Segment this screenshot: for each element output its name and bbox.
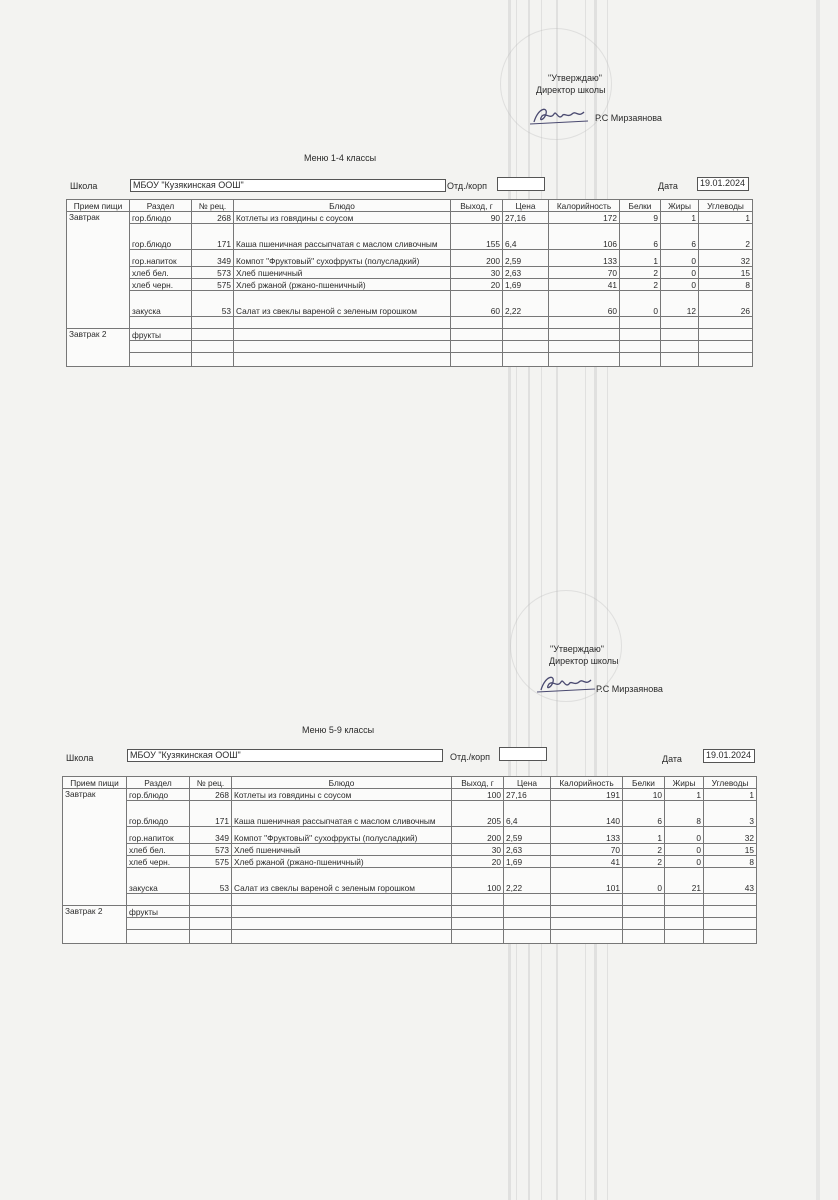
cell-rec: 53: [192, 291, 234, 317]
empty-cell: [704, 930, 757, 944]
meal-cell: [67, 267, 130, 279]
empty-cell: [190, 930, 232, 944]
empty-cell: [234, 341, 451, 353]
cell-carb: 1: [704, 789, 757, 801]
cell-out: 20: [451, 279, 503, 291]
empty-cell: [232, 894, 452, 906]
date-field-1: 19.01.2024: [697, 177, 749, 191]
cell-fat: 21: [665, 868, 704, 894]
column-header: Калорийность: [551, 777, 623, 789]
school-label-2: Школа: [66, 753, 94, 763]
empty-cell: [504, 894, 551, 906]
empty-cell: [451, 353, 503, 367]
cell-prot: 10: [623, 789, 665, 801]
cell-carb: 2: [699, 224, 753, 250]
empty-cell: [665, 930, 704, 944]
column-header: № рец.: [192, 200, 234, 212]
cell-out: 100: [452, 868, 504, 894]
cell-carb: 15: [699, 267, 753, 279]
cell-prot: 0: [620, 291, 661, 317]
cell-prot: 1: [620, 250, 661, 267]
meal-cell: [63, 827, 127, 844]
cell-carb: 8: [704, 856, 757, 868]
column-header: Прием пищи: [63, 777, 127, 789]
empty-cell: [452, 918, 504, 930]
empty-cell: [192, 329, 234, 341]
empty-cell: [699, 353, 753, 367]
empty-cell: [623, 894, 665, 906]
empty-cell: [504, 906, 551, 918]
scan-streak: [607, 0, 608, 1200]
cell-price: 2,22: [503, 291, 549, 317]
empty-cell: [551, 918, 623, 930]
cell-rec: 573: [190, 844, 232, 856]
cell-out: 20: [452, 856, 504, 868]
empty-cell: [190, 894, 232, 906]
empty-cell: [451, 329, 503, 341]
empty-cell: [192, 317, 234, 329]
cell-out: 200: [451, 250, 503, 267]
empty-cell: [130, 317, 192, 329]
empty-cell: [620, 317, 661, 329]
cell-price: 1,69: [504, 856, 551, 868]
empty-cell: [504, 930, 551, 944]
table-row: [67, 341, 753, 353]
cell-carb: 32: [704, 827, 757, 844]
table-row: [67, 353, 753, 367]
dept-field-1: [497, 177, 545, 191]
empty-cell: [127, 894, 190, 906]
empty-cell: [623, 930, 665, 944]
empty-cell: [451, 317, 503, 329]
cell-cal: 191: [551, 789, 623, 801]
approval-line2: Директор школы: [549, 656, 619, 666]
empty-cell: [234, 317, 451, 329]
cell-section: гор.блюдо: [127, 789, 190, 801]
meal-cell: Завтрак 2: [67, 329, 130, 341]
cell-cal: 70: [551, 844, 623, 856]
empty-cell: [620, 329, 661, 341]
column-header: Блюдо: [234, 200, 451, 212]
meal-cell: [63, 918, 127, 930]
column-header: Выход, г: [452, 777, 504, 789]
table-row: [67, 279, 753, 291]
approval-line1: "Утверждаю": [550, 644, 604, 654]
cell-section: хлеб бел.: [127, 844, 190, 856]
cell-dish: Хлеб пшеничный: [234, 267, 451, 279]
cell-section: хлеб черн.: [127, 856, 190, 868]
empty-cell: [623, 906, 665, 918]
cell-carb: 26: [699, 291, 753, 317]
empty-cell: [232, 930, 452, 944]
meal-cell: [63, 930, 127, 944]
cell-cal: 70: [549, 267, 620, 279]
table-header-row: [63, 777, 757, 789]
cell-carb: 1: [699, 212, 753, 224]
cell-section: фрукты: [130, 329, 192, 341]
cell-price: 27,16: [503, 212, 549, 224]
empty-cell: [549, 341, 620, 353]
cell-dish: Салат из свеклы вареной с зеленым горошком: [234, 291, 451, 317]
table-row: [63, 918, 757, 930]
cell-fat: 0: [661, 250, 699, 267]
empty-cell: [665, 894, 704, 906]
cell-dish: Каша пшеничная рассыпчатая с маслом сливочным: [232, 801, 452, 827]
column-header: Прием пищи: [67, 200, 130, 212]
cell-cal: 41: [549, 279, 620, 291]
table-row: [67, 329, 753, 341]
cell-cal: 41: [551, 856, 623, 868]
meal-cell: [67, 224, 130, 250]
scan-streak: [816, 0, 820, 1200]
meal-cell: Завтрак: [67, 212, 130, 224]
cell-out: 30: [451, 267, 503, 279]
empty-cell: [551, 930, 623, 944]
table-row: [63, 868, 757, 894]
empty-cell: [620, 353, 661, 367]
cell-fat: 12: [661, 291, 699, 317]
cell-cal: 172: [549, 212, 620, 224]
cell-rec: 268: [190, 789, 232, 801]
empty-cell: [699, 341, 753, 353]
cell-rec: 575: [190, 856, 232, 868]
empty-cell: [192, 353, 234, 367]
cell-carb: 15: [704, 844, 757, 856]
column-header: Жиры: [661, 200, 699, 212]
cell-price: 2,22: [504, 868, 551, 894]
cell-out: 205: [452, 801, 504, 827]
cell-section: гор.напиток: [130, 250, 192, 267]
cell-out: 30: [452, 844, 504, 856]
menu-table-2: [62, 776, 757, 944]
dept-field-2: [499, 747, 547, 761]
cell-prot: 9: [620, 212, 661, 224]
column-header: № рец.: [190, 777, 232, 789]
meal-cell: [63, 894, 127, 906]
empty-cell: [665, 906, 704, 918]
empty-cell: [699, 329, 753, 341]
meal-cell: [67, 317, 130, 329]
empty-cell: [661, 317, 699, 329]
approval-line1: "Утверждаю": [548, 73, 602, 83]
cell-rec: 349: [192, 250, 234, 267]
cell-section: [130, 341, 192, 353]
meal-cell: [67, 341, 130, 353]
cell-rec: 171: [192, 224, 234, 250]
cell-fat: 8: [665, 801, 704, 827]
cell-price: 2,59: [504, 827, 551, 844]
column-header: Жиры: [665, 777, 704, 789]
column-header: Блюдо: [232, 777, 452, 789]
table-row: [67, 317, 753, 329]
cell-section: закуска: [127, 868, 190, 894]
empty-cell: [234, 329, 451, 341]
cell-price: 6,4: [503, 224, 549, 250]
cell-out: 100: [452, 789, 504, 801]
meal-cell: [67, 279, 130, 291]
cell-cal: 101: [551, 868, 623, 894]
cell-section: хлеб черн.: [130, 279, 192, 291]
signature-image: [535, 672, 605, 696]
cell-cal: 140: [551, 801, 623, 827]
cell-prot: 0: [623, 868, 665, 894]
empty-cell: [551, 906, 623, 918]
empty-cell: [620, 341, 661, 353]
meal-cell: Завтрак 2: [63, 906, 127, 918]
empty-cell: [661, 329, 699, 341]
table-row: [63, 856, 757, 868]
cell-price: 1,69: [503, 279, 549, 291]
cell-rec: 573: [192, 267, 234, 279]
cell-price: 27,16: [504, 789, 551, 801]
column-header: Белки: [620, 200, 661, 212]
empty-cell: [623, 918, 665, 930]
cell-cal: 106: [549, 224, 620, 250]
empty-cell: [665, 918, 704, 930]
column-header: Калорийность: [549, 200, 620, 212]
table-row: [63, 844, 757, 856]
column-header: Раздел: [130, 200, 192, 212]
cell-price: 2,59: [503, 250, 549, 267]
cell-carb: 3: [704, 801, 757, 827]
school-label-1: Школа: [70, 181, 98, 191]
cell-carb: 32: [699, 250, 753, 267]
cell-dish: Хлеб ржаной (ржано-пшеничный): [232, 856, 452, 868]
cell-section: [127, 930, 190, 944]
cell-price: 2,63: [503, 267, 549, 279]
table-row: [63, 906, 757, 918]
cell-out: 200: [452, 827, 504, 844]
table-row: [63, 894, 757, 906]
cell-carb: 43: [704, 868, 757, 894]
empty-cell: [551, 894, 623, 906]
empty-cell: [549, 317, 620, 329]
table-row: [63, 789, 757, 801]
cell-fat: 1: [665, 789, 704, 801]
column-header: Углеводы: [699, 200, 753, 212]
empty-cell: [503, 353, 549, 367]
menu-title-2: Меню 5-9 классы: [302, 725, 375, 735]
empty-cell: [190, 906, 232, 918]
approval-line2: Директор школы: [536, 85, 606, 95]
cell-cal: 60: [549, 291, 620, 317]
date-field-2: 19.01.2024: [703, 749, 755, 763]
cell-rec: 171: [190, 801, 232, 827]
empty-cell: [504, 918, 551, 930]
cell-rec: 53: [190, 868, 232, 894]
empty-cell: [699, 317, 753, 329]
meal-cell: [63, 801, 127, 827]
cell-rec: 349: [190, 827, 232, 844]
cell-cal: 133: [551, 827, 623, 844]
empty-cell: [452, 930, 504, 944]
cell-dish: Хлеб ржаной (ржано-пшеничный): [234, 279, 451, 291]
dept-label-1: Отд./корп: [447, 181, 487, 191]
empty-cell: [549, 329, 620, 341]
school-field-1: МБОУ "Кузякинская ООШ": [130, 179, 446, 192]
table-row: [67, 250, 753, 267]
approval-block-2: [550, 643, 619, 667]
cell-section: гор.напиток: [127, 827, 190, 844]
empty-cell: [503, 341, 549, 353]
cell-rec: 575: [192, 279, 234, 291]
table-row: [63, 801, 757, 827]
signature-image: [528, 104, 598, 128]
empty-cell: [704, 918, 757, 930]
cell-section: фрукты: [127, 906, 190, 918]
cell-dish: Котлеты из говядины с соусом: [232, 789, 452, 801]
approval-block-1: [536, 72, 606, 96]
empty-cell: [452, 894, 504, 906]
cell-out: 90: [451, 212, 503, 224]
empty-cell: [503, 317, 549, 329]
column-header: Белки: [623, 777, 665, 789]
cell-dish: Салат из свеклы вареной с зеленым горошком: [232, 868, 452, 894]
date-label-2: Дата: [662, 754, 682, 764]
cell-section: [127, 918, 190, 930]
table-row: [63, 827, 757, 844]
cell-price: 6,4: [504, 801, 551, 827]
column-header: Раздел: [127, 777, 190, 789]
cell-carb: 8: [699, 279, 753, 291]
cell-out: 60: [451, 291, 503, 317]
empty-cell: [192, 341, 234, 353]
table-row: [67, 212, 753, 224]
empty-cell: [503, 329, 549, 341]
empty-cell: [661, 353, 699, 367]
column-header: Цена: [503, 200, 549, 212]
signer-name-1: Р.С Мирзаянова: [595, 113, 662, 123]
cell-out: 155: [451, 224, 503, 250]
cell-prot: 1: [623, 827, 665, 844]
empty-cell: [232, 906, 452, 918]
meal-cell: [67, 291, 130, 317]
cell-fat: 0: [665, 827, 704, 844]
table-row: [67, 291, 753, 317]
cell-fat: 0: [661, 267, 699, 279]
cell-dish: Компот "Фруктовый" сухофрукты (полусладкий): [234, 250, 451, 267]
table-row: [63, 930, 757, 944]
cell-prot: 2: [620, 279, 661, 291]
cell-fat: 1: [661, 212, 699, 224]
cell-fat: 0: [665, 856, 704, 868]
meal-cell: [63, 844, 127, 856]
meal-cell: Завтрак: [63, 789, 127, 801]
cell-dish: Каша пшеничная рассыпчатая с маслом сливочным: [234, 224, 451, 250]
table-header-row: [67, 200, 753, 212]
column-header: Выход, г: [451, 200, 503, 212]
meal-cell: [67, 353, 130, 367]
table-row: [67, 267, 753, 279]
cell-dish: Хлеб пшеничный: [232, 844, 452, 856]
dept-label-2: Отд./корп: [450, 752, 490, 762]
cell-price: 2,63: [504, 844, 551, 856]
cell-prot: 2: [623, 856, 665, 868]
cell-section: закуска: [130, 291, 192, 317]
meal-cell: [67, 250, 130, 267]
date-label-1: Дата: [658, 181, 678, 191]
school-field-2: МБОУ "Кузякинская ООШ": [127, 749, 443, 762]
cell-dish: Компот "Фруктовый" сухофрукты (полусладкий): [232, 827, 452, 844]
menu-table-1: [66, 199, 753, 367]
empty-cell: [452, 906, 504, 918]
cell-section: хлеб бел.: [130, 267, 192, 279]
cell-rec: 268: [192, 212, 234, 224]
cell-prot: 6: [623, 801, 665, 827]
empty-cell: [549, 353, 620, 367]
cell-dish: Котлеты из говядины с соусом: [234, 212, 451, 224]
signer-name-2: Р.С Мирзаянова: [596, 684, 663, 694]
empty-cell: [704, 906, 757, 918]
empty-cell: [661, 341, 699, 353]
empty-cell: [232, 918, 452, 930]
cell-section: гор.блюдо: [130, 212, 192, 224]
cell-section: гор.блюдо: [127, 801, 190, 827]
empty-cell: [190, 918, 232, 930]
column-header: Углеводы: [704, 777, 757, 789]
meal-cell: [63, 868, 127, 894]
cell-section: [130, 353, 192, 367]
meal-cell: [63, 856, 127, 868]
empty-cell: [704, 894, 757, 906]
cell-section: гор.блюдо: [130, 224, 192, 250]
cell-prot: 2: [623, 844, 665, 856]
table-row: [67, 224, 753, 250]
empty-cell: [234, 353, 451, 367]
cell-fat: 0: [665, 844, 704, 856]
column-header: Цена: [504, 777, 551, 789]
cell-fat: 6: [661, 224, 699, 250]
cell-fat: 0: [661, 279, 699, 291]
menu-title-1: Меню 1-4 классы: [304, 153, 377, 163]
cell-prot: 6: [620, 224, 661, 250]
cell-prot: 2: [620, 267, 661, 279]
cell-cal: 133: [549, 250, 620, 267]
empty-cell: [451, 341, 503, 353]
